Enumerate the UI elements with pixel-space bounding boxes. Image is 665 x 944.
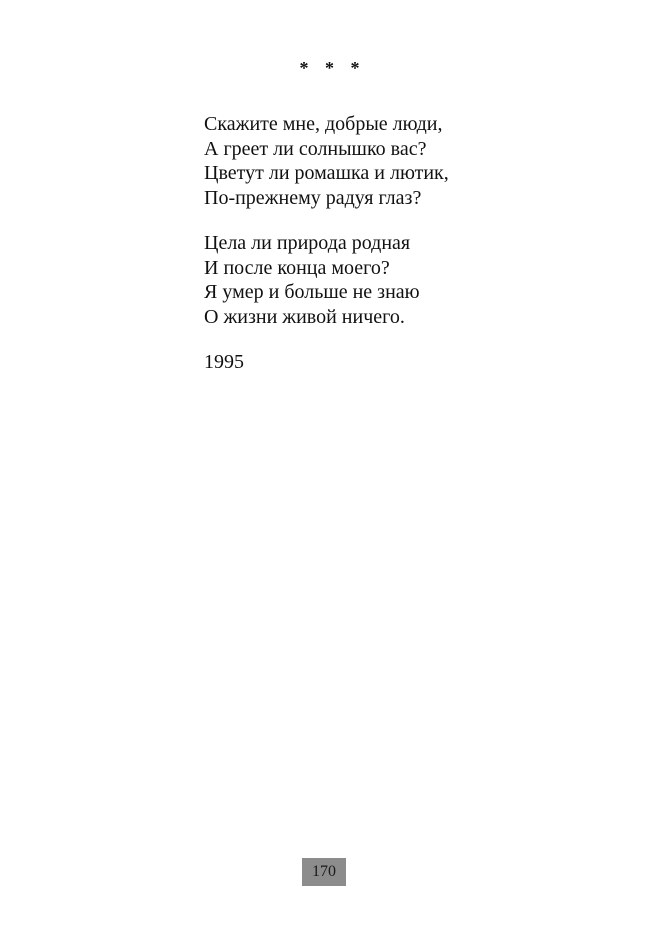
stanza-2 — [204, 231, 624, 329]
section-separator: * * * — [299, 58, 366, 78]
poem-line: И после конца моего? — [204, 256, 390, 279]
stanza-1 — [204, 112, 624, 210]
poem-year: 1995 — [204, 351, 244, 373]
poem-line: А греет ли солнышко вас? — [204, 137, 427, 160]
poem-line: О жизни живой ничего. — [204, 305, 405, 328]
poem-line: Скажите мне, добрые люди, — [204, 113, 443, 135]
poem-line: По-прежнему радуя глаз? — [204, 186, 422, 209]
poem-line: Цветут ли ромашка и лютик, — [204, 162, 449, 184]
poem-line: Я умер и больше не знаю — [204, 281, 420, 303]
poem-line: Цела ли природа родная — [204, 232, 411, 254]
page-number: 170 — [302, 858, 346, 886]
poem — [204, 112, 624, 374]
